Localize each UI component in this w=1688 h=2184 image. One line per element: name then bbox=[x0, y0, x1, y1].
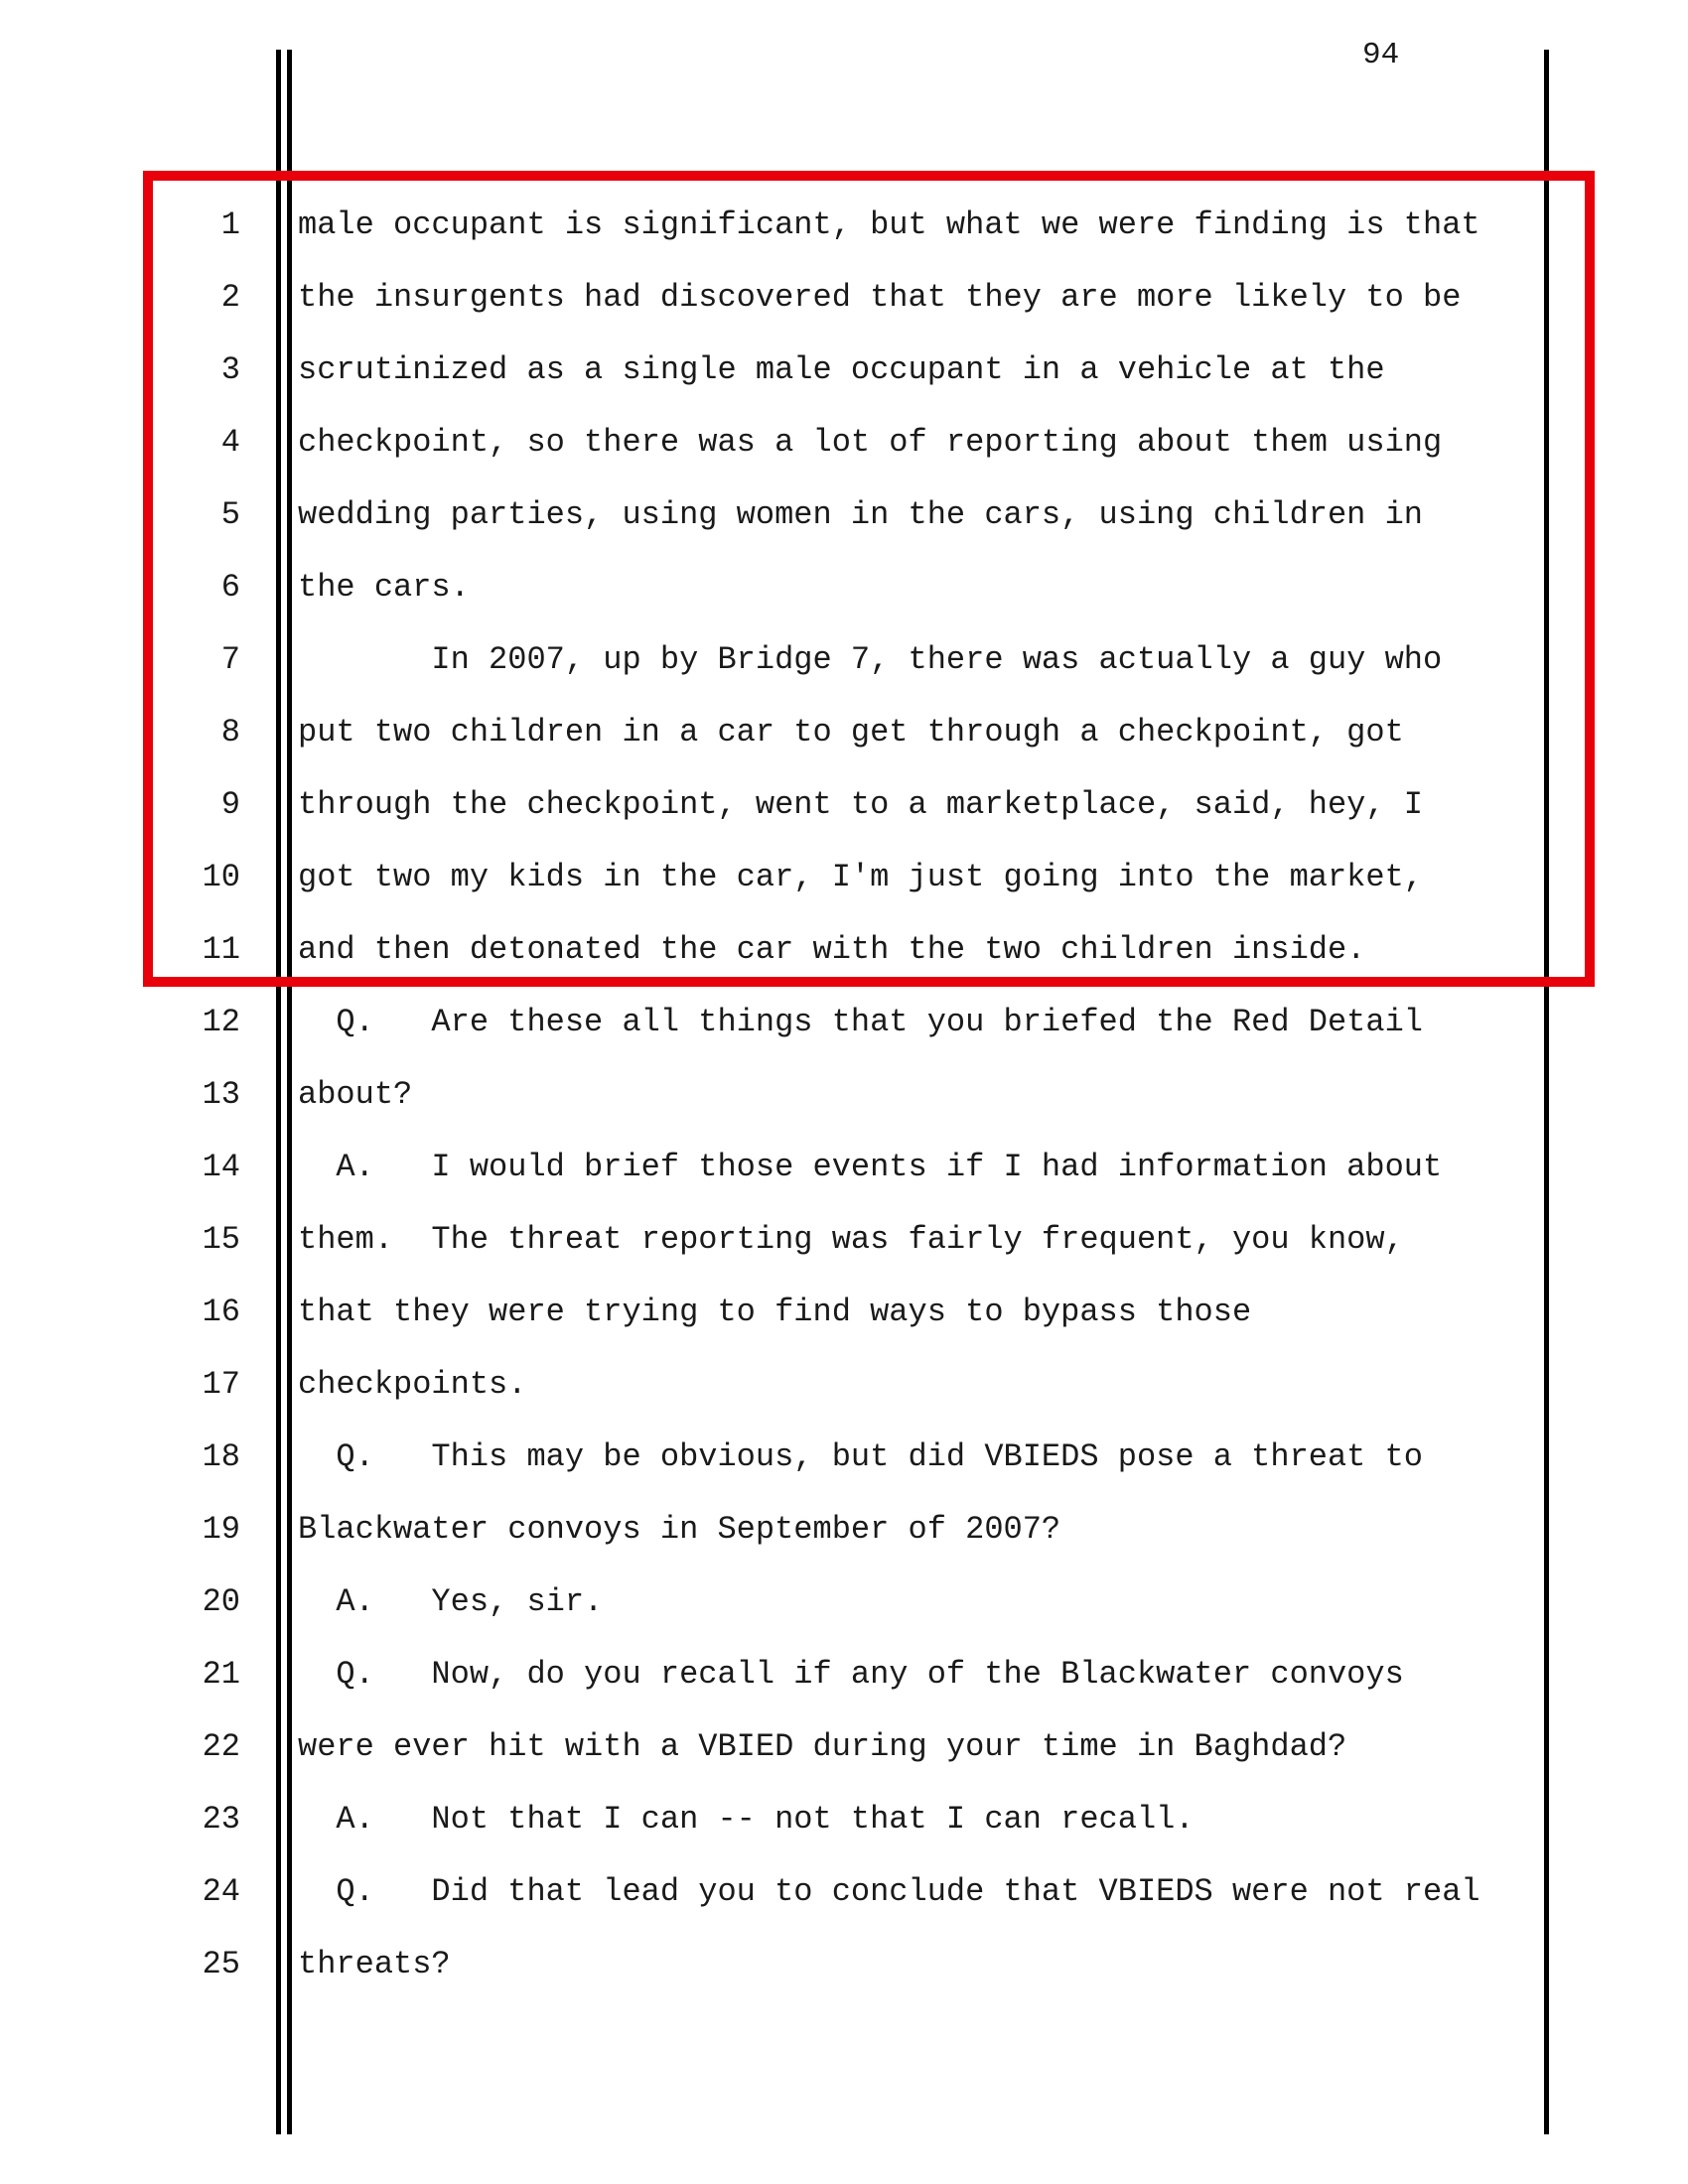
line-text: Blackwater convoys in September of 2007? bbox=[298, 1511, 1061, 1548]
line-number: 14 bbox=[202, 1149, 240, 1185]
line-number: 24 bbox=[202, 1873, 240, 1910]
transcript-line bbox=[0, 1493, 1688, 1566]
line-number: 18 bbox=[202, 1438, 240, 1475]
transcript-line bbox=[0, 1203, 1688, 1276]
transcript-line bbox=[0, 1710, 1688, 1783]
transcript-line bbox=[0, 986, 1688, 1058]
transcript-line bbox=[0, 1276, 1688, 1348]
line-text: checkpoint, so there was a lot of reporting about them using bbox=[298, 424, 1443, 461]
page-number: 94 bbox=[1362, 38, 1400, 72]
line-number: 21 bbox=[202, 1656, 240, 1693]
line-text: Q. This may be obvious, but did VBIEDS pose a threat to bbox=[298, 1438, 1423, 1475]
line-number: 5 bbox=[220, 496, 240, 533]
highlight-box bbox=[143, 171, 1595, 987]
line-number: 7 bbox=[220, 641, 240, 678]
line-text: Q. Did that lead you to conclude that VBIEDS were not real bbox=[298, 1873, 1480, 1910]
transcript-line bbox=[0, 1131, 1688, 1203]
transcript-line bbox=[0, 1928, 1688, 2000]
line-number: 4 bbox=[220, 424, 240, 461]
line-text: scrutinized as a single male occupant in a vehicle at the bbox=[298, 351, 1385, 388]
line-number: 10 bbox=[202, 859, 240, 895]
line-text: that they were trying to find ways to bypass those bbox=[298, 1294, 1252, 1330]
line-number: 2 bbox=[220, 279, 240, 316]
line-text: about? bbox=[298, 1076, 413, 1113]
line-number: 3 bbox=[220, 351, 240, 388]
line-number: 15 bbox=[202, 1221, 240, 1258]
line-text: were ever hit with a VBIED during your time in Baghdad? bbox=[298, 1728, 1347, 1765]
line-text: male occupant is significant, but what we were finding is that bbox=[298, 206, 1480, 243]
line-text: threats? bbox=[298, 1946, 451, 1982]
line-number: 19 bbox=[202, 1511, 240, 1548]
line-text: wedding parties, using women in the cars, using children in bbox=[298, 496, 1423, 533]
line-number: 13 bbox=[202, 1076, 240, 1113]
line-text: A. I would brief those events if I had information about bbox=[298, 1149, 1443, 1185]
line-number: 1 bbox=[220, 206, 240, 243]
line-text: Q. Now, do you recall if any of the Blackwater convoys bbox=[298, 1656, 1404, 1693]
transcript-line bbox=[0, 1058, 1688, 1131]
line-number: 9 bbox=[220, 786, 240, 823]
line-number: 20 bbox=[202, 1583, 240, 1620]
line-text: checkpoints. bbox=[298, 1366, 527, 1403]
line-number: 22 bbox=[202, 1728, 240, 1765]
line-number: 17 bbox=[202, 1366, 240, 1403]
line-number: 16 bbox=[202, 1294, 240, 1330]
line-number: 25 bbox=[202, 1946, 240, 1982]
transcript-line bbox=[0, 1638, 1688, 1710]
line-text: through the checkpoint, went to a marketplace, said, hey, I bbox=[298, 786, 1423, 823]
transcript-line bbox=[0, 1566, 1688, 1638]
line-text: them. The threat reporting was fairly frequent, you know, bbox=[298, 1221, 1404, 1258]
line-text: In 2007, up by Bridge 7, there was actually a guy who bbox=[298, 641, 1443, 678]
line-text: the cars. bbox=[298, 569, 470, 606]
transcript-line bbox=[0, 1783, 1688, 1855]
line-text: A. Yes, sir. bbox=[298, 1583, 604, 1620]
line-text: got two my kids in the car, I'm just going into the market, bbox=[298, 859, 1423, 895]
line-text: Q. Are these all things that you briefed the Red Detail bbox=[298, 1004, 1423, 1040]
transcript-line bbox=[0, 1855, 1688, 1928]
line-number: 8 bbox=[220, 714, 240, 751]
transcript-line bbox=[0, 1421, 1688, 1493]
line-text: A. Not that I can -- not that I can recall. bbox=[298, 1801, 1195, 1838]
line-number: 23 bbox=[202, 1801, 240, 1838]
line-number: 6 bbox=[220, 569, 240, 606]
line-number: 12 bbox=[202, 1004, 240, 1040]
line-number: 11 bbox=[202, 931, 240, 968]
line-text: put two children in a car to get through a checkpoint, got bbox=[298, 714, 1404, 751]
line-text: the insurgents had discovered that they are more likely to be bbox=[298, 279, 1462, 316]
line-text: and then detonated the car with the two children inside. bbox=[298, 931, 1366, 968]
transcript-line bbox=[0, 1348, 1688, 1421]
